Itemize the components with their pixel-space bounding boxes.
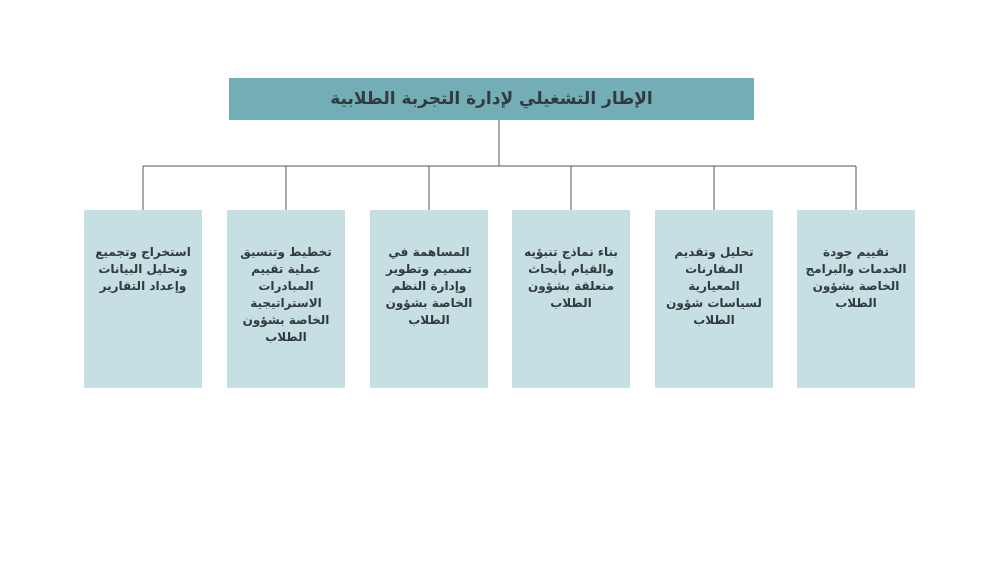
child-label-strategic-planning: تخطيط وتنسيق عملية تقييم المبادرات الاستراتيجية الخاصة بشؤون الطلاب	[240, 245, 332, 344]
child-label-service-quality: تقييم جودة الخدمات والبرامج الخاصة بشؤون الطلاب	[805, 245, 907, 310]
root-node	[229, 78, 754, 120]
child-label-predictive-models: بناء نماذج تنبؤيه والقيام بأبحاث متعلقة بشؤون الطلاب	[524, 245, 618, 310]
child-node-strategic-planning	[227, 210, 345, 388]
child-node-benchmarking	[655, 210, 773, 388]
child-label-benchmarking: تحليل وتقديم المقارنات المعيارية لسياسات شؤون الطلاب	[666, 245, 762, 327]
child-node-systems-design	[370, 210, 488, 388]
root-title: الإطار التشغيلي لإدارة التجربة الطلابية	[330, 89, 653, 109]
child-node-predictive-models	[512, 210, 630, 388]
child-node-service-quality	[797, 210, 915, 388]
child-label-systems-design: المساهمة في تصميم وتطوير وإدارة النظم الخاصة بشؤون الطلاب	[385, 245, 473, 327]
child-label-data-reporting: استخراج وتجميع وتحليل البيانات وإعداد التقارير	[95, 245, 191, 293]
child-node-data-reporting	[84, 210, 202, 388]
